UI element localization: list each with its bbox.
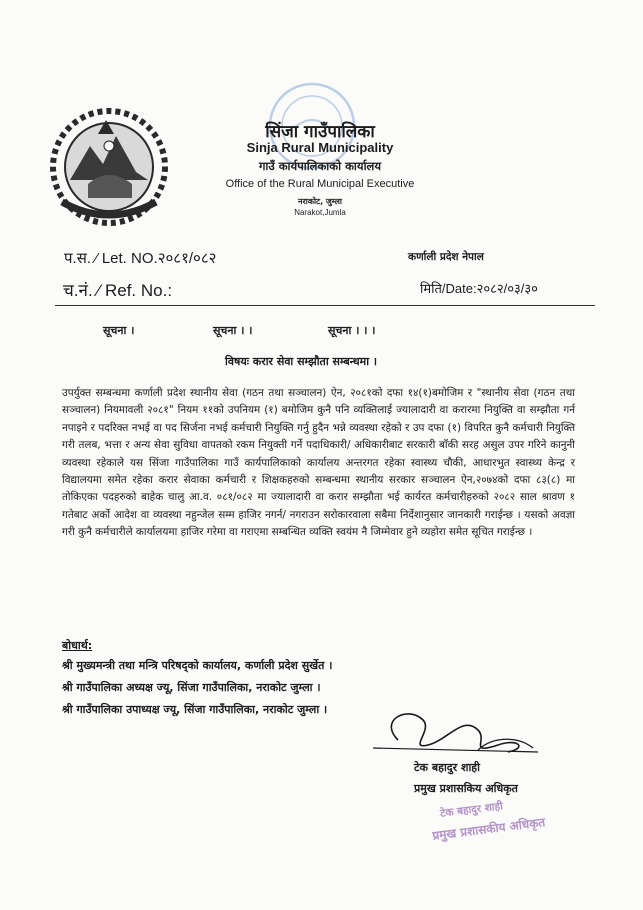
address-en: Narakot,Jumla bbox=[294, 208, 346, 217]
office-name-np: सिंजा गाउँपालिका bbox=[265, 122, 375, 142]
stamp-name: टेक बहादुर शाही bbox=[439, 800, 504, 820]
executive-office-np: गाउँ कार्यपालिकाको कार्यालय bbox=[258, 159, 382, 173]
nepal-emblem-icon bbox=[48, 106, 170, 228]
stamp-role: प्रमुख प्रशासकीय अधिकृत bbox=[431, 815, 546, 843]
address-np: नराकोट, जुम्ला bbox=[298, 197, 342, 206]
cc-item: श्री गाउँपालिका उपाध्यक्ष ज्यू, सिंजा गाउँपालिका, नराकोट जुम्ला । bbox=[62, 703, 328, 716]
letter-date: मिति/Date:२०८२/०३/३० bbox=[420, 281, 538, 296]
cc-item: श्री गाउँपालिका अध्यक्ष ज्यू, सिंजा गाउँपालिका, नराकोट जुम्ला । bbox=[62, 681, 321, 694]
header-divider bbox=[55, 305, 595, 306]
letter-number: प.स. ⁄ Let. NO.२०८१/०८२ bbox=[64, 250, 217, 267]
signatory-role: प्रमुख प्रशासकिय अधिकृत bbox=[414, 782, 518, 795]
executive-office-en: Office of the Rural Municipal Executive bbox=[225, 178, 415, 190]
cc-heading: बोधार्थ: bbox=[62, 639, 93, 652]
office-name-en: Sinja Rural Municipality bbox=[246, 140, 394, 155]
reference-number: च.नं. ⁄ Ref. No.: bbox=[63, 281, 173, 300]
cc-item: श्री मुख्यमन्त्री तथा मन्त्रि परिषद्को कार्यालय, कर्णाली प्रदेश सुर्खेत । bbox=[62, 659, 333, 672]
notice-label-2: सूचना । । bbox=[213, 324, 253, 337]
subject-line: विषयः करार सेवा सम्झौता सम्बन्धमा । bbox=[225, 355, 378, 368]
signatory-name: टेक बहादुर शाही bbox=[414, 761, 480, 774]
province-label: कर्णाली प्रदेश नेपाल bbox=[408, 251, 484, 263]
body-paragraph: उपर्युक्त सम्बन्धमा कर्णाली प्रदेश स्थानीय सेवा (गठन तथा सञ्चालन) ऐन, २०८१को दफा १४(१)बमोजिम र "स्थानीय सेवा (गठन तथा सञ्चालन) नियमावली २०८१" नियम ११को उपनियम (१) बमोजिम कुनै पनि व्यक्तिलाई ज्यालादारी वा करारमा नियुक्ति वा सम्झौता गर्न नपाइने र पदरिक्त नभई वा पद सिर्जना नभई कर्मचारी नियुक्ति गर्नु हुदैन भन्ने व्यवस्था रहेको र उप दफा (१) विपरित कुनै कर्मचारी नियुक्ति गरी तलब, भत्ता र अन्य सेवा सुविधा वापतको रकम नियुक्ती गर्ने पदाधिकारी/ अधिकारीबाट सरकारी बाँकी सरह असुल उपर गरिने कानुनी व्यवस्था रहेकाले यस सिंजा गाउँपालिका गाउँ कार्यपालिकाको कार्यालय अन्तरगत रहेका स्वास्थ्य चौकी, आधारभुत स्वास्थ्य केन्द्र र विद्यालयमा समेत रहेका करार सेवाका कर्मचारी र शिक्षकहरुको सम्बन्धमा स्थानीय सरकार सञ्चालन ऐन,२०७४को दफा ८३(८) मा तोकिएका पदहरुको बाहेक चालु आ.व. ०८१/०८२ मा ज्यालादारी वा करार सम्झौता भई कार्यरत कर्मचारीहरुको २०८२ साल श्रावण १ गतेबाट अर्को आदेश वा व्यवस्था नहुन्जेल सम्म हाजिर नगर्न/ नगराउन सरोकारवाला सबैमा निर्देशानुसार जानकारी गराईन्छ । यसको अवज्ञा गरी कुनै कर्मचारीले कार्यालयमा हाजिर गरेमा वा गराएमा सम्बन्धित व्यक्ति स्वयंम नै जिम्मेवार हुने व्यहोरा समेत सूचित गराईन्छ । bbox=[62, 387, 575, 539]
notice-label-3: सूचना । । । bbox=[328, 324, 376, 337]
notice-label-1: सूचना । bbox=[103, 324, 135, 337]
